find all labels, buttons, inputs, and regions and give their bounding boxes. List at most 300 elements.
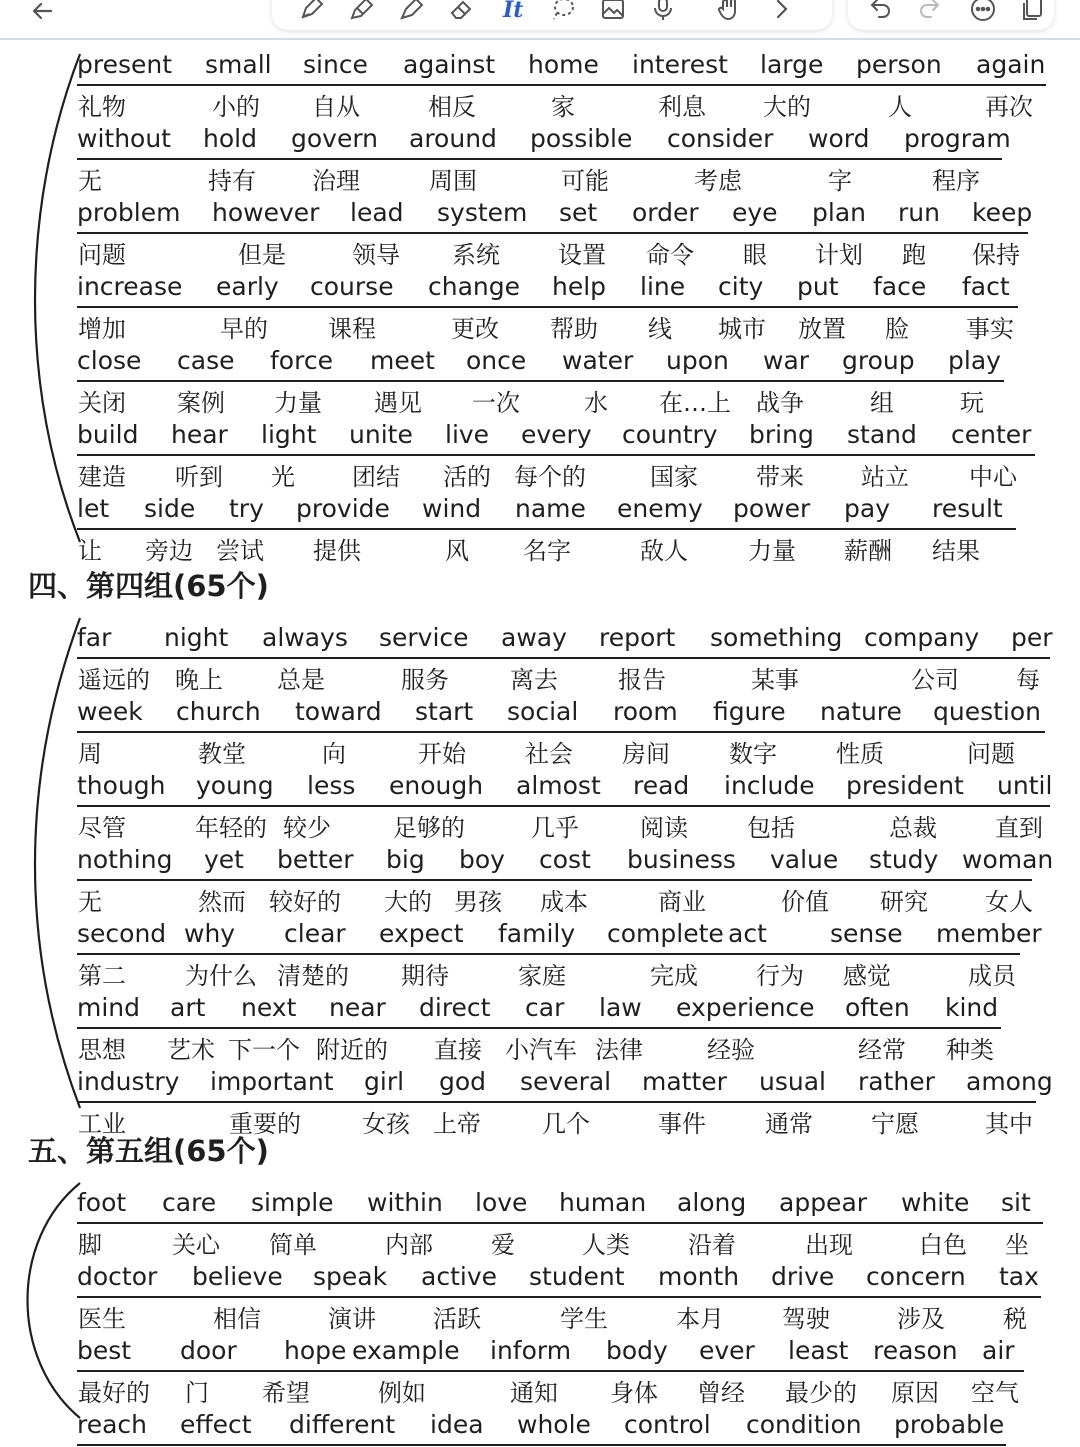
english-word: close xyxy=(77,346,142,375)
chinese-meaning: 领导 xyxy=(352,241,400,269)
english-word: doctor xyxy=(77,1262,158,1291)
chinese-meaning: 听到 xyxy=(175,463,223,491)
english-word: something xyxy=(710,623,843,652)
english-word: company xyxy=(864,623,980,652)
chinese-meaning-row xyxy=(0,1225,1080,1262)
english-word: young xyxy=(196,771,274,800)
english-word-row xyxy=(0,697,1080,734)
chinese-meaning: 站立 xyxy=(861,463,909,491)
chinese-meaning: 活的 xyxy=(443,463,491,491)
chinese-meaning: 性质 xyxy=(836,740,884,768)
chinese-meaning: 足够的 xyxy=(393,814,465,842)
english-word: plan xyxy=(812,198,866,227)
chinese-meaning: 工业 xyxy=(78,1110,126,1138)
chinese-meaning: 最少的 xyxy=(785,1379,857,1407)
chinese-meaning-row xyxy=(0,87,1080,124)
chinese-meaning: 结果 xyxy=(932,537,980,565)
chinese-meaning: 关心 xyxy=(172,1231,220,1259)
english-word-row xyxy=(0,1188,1080,1225)
english-word: month xyxy=(658,1262,740,1291)
chinese-meaning: 演讲 xyxy=(328,1305,376,1333)
chinese-meaning-row xyxy=(0,309,1080,346)
english-word-row xyxy=(0,346,1080,383)
chinese-meaning: 阅读 xyxy=(640,814,688,842)
english-word-row xyxy=(0,623,1080,660)
english-word: value xyxy=(770,845,839,874)
english-word: nature xyxy=(820,697,902,726)
english-word: center xyxy=(951,420,1032,449)
english-word: upon xyxy=(666,346,729,375)
english-word: play xyxy=(948,346,1001,375)
chinese-meaning: 薪酬 xyxy=(844,537,892,565)
english-word: since xyxy=(303,50,368,79)
english-word: wind xyxy=(422,494,482,523)
english-word: bring xyxy=(749,420,814,449)
chinese-meaning: 某事 xyxy=(751,666,799,694)
english-word-row xyxy=(0,993,1080,1030)
english-word: force xyxy=(270,346,333,375)
english-word: boy xyxy=(459,845,505,874)
english-word: least xyxy=(788,1336,849,1365)
english-word: social xyxy=(507,697,579,726)
chinese-meaning: 城市 xyxy=(718,315,766,343)
chinese-meaning: 周 xyxy=(78,740,102,768)
chinese-meaning: 报告 xyxy=(618,666,666,694)
chinese-meaning-row xyxy=(0,161,1080,198)
chinese-meaning: 光 xyxy=(271,463,295,491)
chinese-meaning: 社会 xyxy=(525,740,573,768)
row-underline xyxy=(77,158,1002,160)
english-word: though xyxy=(77,771,166,800)
chinese-meaning: 价值 xyxy=(781,888,829,916)
next-chevron-icon[interactable] xyxy=(764,0,798,24)
chinese-meaning: 字 xyxy=(828,167,852,195)
english-word: girl xyxy=(364,1067,405,1096)
row-underline xyxy=(77,528,1016,530)
chinese-meaning: 希望 xyxy=(262,1379,310,1407)
chinese-meaning: 遇见 xyxy=(374,389,422,417)
english-word-row xyxy=(0,1262,1080,1299)
english-word: build xyxy=(77,420,139,449)
chinese-meaning-row xyxy=(0,235,1080,272)
chinese-meaning: 其中 xyxy=(985,1110,1033,1138)
row-underline xyxy=(77,657,1050,659)
english-word: home xyxy=(528,50,599,79)
english-word: law xyxy=(599,993,642,1022)
english-word: however xyxy=(212,198,320,227)
english-word: experience xyxy=(676,993,815,1022)
english-word: hear xyxy=(171,420,228,449)
english-word: name xyxy=(515,494,586,523)
chinese-meaning: 活跃 xyxy=(433,1305,481,1333)
chinese-meaning: 脸 xyxy=(885,315,909,343)
chinese-meaning: 课程 xyxy=(328,315,376,343)
row-underline xyxy=(77,84,1046,86)
english-word: program xyxy=(904,124,1011,153)
english-word: run xyxy=(898,198,940,227)
english-word: case xyxy=(177,346,235,375)
chinese-meaning: 更改 xyxy=(451,315,499,343)
english-word: better xyxy=(277,845,354,874)
english-word: enemy xyxy=(617,494,703,523)
chinese-meaning: 总裁 xyxy=(889,814,937,842)
chinese-meaning: 提供 xyxy=(313,537,361,565)
hand-tool-icon[interactable] xyxy=(712,0,746,24)
chinese-meaning-row xyxy=(0,1373,1080,1410)
english-word: different xyxy=(289,1410,396,1439)
chinese-meaning: 清楚的 xyxy=(277,962,349,990)
english-word: large xyxy=(760,50,824,79)
english-word-row xyxy=(0,272,1080,309)
english-word: next xyxy=(241,993,297,1022)
english-word: reach xyxy=(77,1410,148,1439)
english-word: without xyxy=(77,124,171,153)
english-word: along xyxy=(677,1188,747,1217)
english-word: present xyxy=(77,50,173,79)
chinese-meaning: 数字 xyxy=(729,740,777,768)
english-word: best xyxy=(77,1336,132,1365)
english-word: less xyxy=(307,771,356,800)
english-word: big xyxy=(386,845,425,874)
chinese-meaning: 力量 xyxy=(748,537,796,565)
text-tool-icon[interactable] xyxy=(496,0,530,24)
chinese-meaning: 第二 xyxy=(78,962,126,990)
chinese-meaning: 开始 xyxy=(418,740,466,768)
chinese-meaning-row xyxy=(0,531,1080,568)
english-word: direct xyxy=(419,993,491,1022)
chinese-meaning: 女孩 xyxy=(362,1110,410,1138)
english-word: keep xyxy=(972,198,1033,227)
chinese-meaning: 事件 xyxy=(658,1110,706,1138)
chinese-meaning: 上帝 xyxy=(433,1110,481,1138)
undo-icon[interactable] xyxy=(862,0,896,24)
chinese-meaning: 空气 xyxy=(971,1379,1019,1407)
back-arrow-icon[interactable] xyxy=(26,0,60,26)
chinese-meaning-row xyxy=(0,660,1080,697)
chinese-meaning: 离去 xyxy=(510,666,558,694)
english-word: condition xyxy=(746,1410,862,1439)
english-word: per xyxy=(1011,623,1053,652)
english-word-row xyxy=(0,1336,1080,1373)
english-word: door xyxy=(180,1336,237,1365)
english-word: body xyxy=(606,1336,668,1365)
chinese-meaning: 事实 xyxy=(966,315,1014,343)
chinese-meaning: 国家 xyxy=(650,463,698,491)
english-word: report xyxy=(599,623,676,652)
chinese-meaning: 早的 xyxy=(220,315,268,343)
english-word: member xyxy=(936,919,1042,948)
english-word: include xyxy=(724,771,815,800)
english-word: example xyxy=(352,1336,460,1365)
chinese-meaning-row xyxy=(0,457,1080,494)
english-word: city xyxy=(718,272,764,301)
chinese-meaning: 可能 xyxy=(561,167,609,195)
english-word: study xyxy=(869,845,939,874)
chinese-meaning: 为什么 xyxy=(185,962,257,990)
english-word: possible xyxy=(530,124,633,153)
english-word: student xyxy=(529,1262,625,1291)
english-word: air xyxy=(982,1336,1015,1365)
svg-text:It: It xyxy=(503,0,524,23)
chinese-meaning: 设置 xyxy=(558,241,606,269)
english-word: question xyxy=(933,697,1042,726)
english-word: eye xyxy=(732,198,778,227)
english-word: light xyxy=(261,420,317,449)
english-word-row xyxy=(0,420,1080,457)
chinese-meaning: 爱 xyxy=(491,1231,515,1259)
chinese-meaning: 案例 xyxy=(177,389,225,417)
chinese-meaning: 包括 xyxy=(747,814,795,842)
chinese-meaning: 出现 xyxy=(805,1231,853,1259)
english-word: sit xyxy=(1001,1188,1031,1217)
marker-icon[interactable] xyxy=(394,0,428,24)
chinese-meaning-row xyxy=(0,383,1080,420)
chinese-meaning: 曾经 xyxy=(697,1379,745,1407)
chinese-meaning: 每个的 xyxy=(514,463,586,491)
chinese-meaning: 在…上 xyxy=(659,389,731,417)
chinese-meaning-row xyxy=(0,956,1080,993)
chinese-meaning: 较好的 xyxy=(269,888,341,916)
chinese-meaning: 旁边 xyxy=(145,537,193,565)
english-word: within xyxy=(367,1188,443,1217)
toolbar xyxy=(0,0,1080,40)
english-word: toward xyxy=(295,697,382,726)
english-word: concern xyxy=(866,1262,966,1291)
english-word: ever xyxy=(699,1336,755,1365)
english-word: second xyxy=(77,919,167,948)
chinese-meaning: 种类 xyxy=(946,1036,994,1064)
english-word: love xyxy=(475,1188,528,1217)
lasso-select-icon[interactable] xyxy=(546,0,580,24)
chinese-meaning: 经验 xyxy=(707,1036,755,1064)
english-word: care xyxy=(162,1188,217,1217)
group-heading: 四、第四组(65个) xyxy=(28,569,269,603)
chinese-meaning: 几乎 xyxy=(531,814,579,842)
chinese-meaning: 考虑 xyxy=(694,167,742,195)
row-underline xyxy=(77,953,1020,955)
english-word: side xyxy=(144,494,196,523)
chinese-meaning: 成员 xyxy=(968,962,1016,990)
more-options-icon[interactable] xyxy=(966,0,1000,24)
english-word: several xyxy=(520,1067,612,1096)
english-word: small xyxy=(205,50,272,79)
english-word: group xyxy=(842,346,915,375)
row-underline xyxy=(77,805,1050,807)
chinese-meaning: 脚 xyxy=(78,1231,102,1259)
english-word: govern xyxy=(291,124,379,153)
chinese-meaning: 增加 xyxy=(78,315,126,343)
chinese-meaning: 人类 xyxy=(582,1231,630,1259)
chinese-meaning: 内部 xyxy=(385,1231,433,1259)
image-insert-icon[interactable] xyxy=(596,0,630,24)
chinese-meaning: 风 xyxy=(445,537,469,565)
notebook-page[interactable] xyxy=(0,40,1080,1440)
redo-icon[interactable] xyxy=(914,0,948,24)
chinese-meaning: 例如 xyxy=(378,1379,426,1407)
chinese-meaning: 尝试 xyxy=(216,537,264,565)
english-word: until xyxy=(997,771,1053,800)
english-word: nothing xyxy=(77,845,173,874)
chinese-meaning: 服务 xyxy=(401,666,449,694)
english-word: every xyxy=(521,420,592,449)
english-word: let xyxy=(77,494,110,523)
chinese-meaning-row xyxy=(0,882,1080,919)
english-word: reason xyxy=(873,1336,958,1365)
chinese-meaning: 组 xyxy=(870,389,894,417)
english-word: business xyxy=(627,845,736,874)
chinese-meaning: 坐 xyxy=(1005,1231,1029,1259)
english-word: family xyxy=(498,919,576,948)
chinese-meaning: 总是 xyxy=(277,666,325,694)
chinese-meaning: 下一个 xyxy=(228,1036,300,1064)
chinese-meaning: 白色 xyxy=(919,1231,967,1259)
eraser-icon[interactable] xyxy=(444,0,478,24)
english-word: hold xyxy=(203,124,257,153)
chinese-meaning: 团结 xyxy=(352,463,400,491)
chinese-meaning: 简单 xyxy=(269,1231,317,1259)
chinese-meaning: 较少 xyxy=(283,814,331,842)
chinese-meaning: 学生 xyxy=(560,1305,608,1333)
chinese-meaning: 通常 xyxy=(765,1110,813,1138)
pages-icon[interactable] xyxy=(1016,0,1050,24)
chinese-meaning: 宁愿 xyxy=(871,1110,919,1138)
english-word: increase xyxy=(77,272,183,301)
english-word-row xyxy=(0,198,1080,235)
english-word: believe xyxy=(192,1262,283,1291)
english-word: kind xyxy=(945,993,999,1022)
chinese-meaning: 小的 xyxy=(212,93,260,121)
microphone-icon[interactable] xyxy=(646,0,680,24)
chinese-meaning: 家庭 xyxy=(518,962,566,990)
chinese-meaning: 关闭 xyxy=(78,389,126,417)
english-word: president xyxy=(846,771,964,800)
chinese-meaning: 放置 xyxy=(798,315,846,343)
english-word: water xyxy=(562,346,634,375)
english-word: active xyxy=(421,1262,497,1291)
english-word: usual xyxy=(759,1067,826,1096)
chinese-meaning: 重要的 xyxy=(229,1110,301,1138)
chinese-meaning: 系统 xyxy=(452,241,500,269)
chinese-meaning: 遥远的 xyxy=(78,666,150,694)
english-word: change xyxy=(428,272,521,301)
highlighter-pen-icon[interactable] xyxy=(344,0,378,24)
english-word: again xyxy=(976,50,1046,79)
row-underline xyxy=(77,1222,1043,1224)
english-word: god xyxy=(439,1067,487,1096)
chinese-meaning: 研究 xyxy=(880,888,928,916)
english-word: read xyxy=(633,771,690,800)
row-underline xyxy=(77,232,1028,234)
chinese-meaning: 驾驶 xyxy=(782,1305,830,1333)
english-word-row xyxy=(0,771,1080,808)
chinese-meaning: 线 xyxy=(648,315,672,343)
english-word: start xyxy=(415,697,474,726)
english-word: among xyxy=(966,1067,1053,1096)
chinese-meaning: 建造 xyxy=(78,463,126,491)
english-word: industry xyxy=(77,1067,180,1096)
english-word: expect xyxy=(379,919,464,948)
english-word: week xyxy=(77,697,143,726)
pen-icon[interactable] xyxy=(294,0,328,24)
english-word-row xyxy=(0,124,1080,161)
chinese-meaning: 尽管 xyxy=(78,814,126,842)
english-word: yet xyxy=(204,845,244,874)
english-word: enough xyxy=(389,771,484,800)
english-word: power xyxy=(733,494,811,523)
english-word: consider xyxy=(667,124,774,153)
english-word: put xyxy=(797,272,839,301)
chinese-meaning: 最好的 xyxy=(78,1379,150,1407)
row-underline xyxy=(77,454,1035,456)
english-word: figure xyxy=(713,697,786,726)
chinese-meaning: 期待 xyxy=(401,962,449,990)
chinese-meaning: 行为 xyxy=(756,962,804,990)
english-word: white xyxy=(901,1188,970,1217)
chinese-meaning: 敌人 xyxy=(640,537,688,565)
english-word: hope xyxy=(284,1336,347,1365)
chinese-meaning: 门 xyxy=(185,1379,209,1407)
chinese-meaning: 治理 xyxy=(312,167,360,195)
english-word: sense xyxy=(830,919,903,948)
english-word: woman xyxy=(962,845,1054,874)
chinese-meaning: 附近的 xyxy=(316,1036,388,1064)
english-word: near xyxy=(329,993,386,1022)
english-word: person xyxy=(856,50,942,79)
english-word: foot xyxy=(77,1188,127,1217)
english-word: almost xyxy=(516,771,601,800)
english-word: interest xyxy=(632,50,728,79)
english-word: rather xyxy=(858,1067,935,1096)
english-word: fact xyxy=(962,272,1010,301)
row-underline xyxy=(77,1027,1001,1029)
chinese-meaning: 家 xyxy=(551,93,575,121)
chinese-meaning: 相反 xyxy=(428,93,476,121)
chinese-meaning: 然而 xyxy=(198,888,246,916)
chinese-meaning: 战争 xyxy=(756,389,804,417)
english-word: inform xyxy=(490,1336,572,1365)
english-word: problem xyxy=(77,198,181,227)
chinese-meaning: 教堂 xyxy=(198,740,246,768)
english-word: provide xyxy=(296,494,390,523)
chinese-meaning: 程序 xyxy=(932,167,980,195)
english-word-row xyxy=(0,919,1080,956)
row-underline xyxy=(77,306,1018,308)
chinese-meaning: 问题 xyxy=(78,241,126,269)
row-underline xyxy=(77,1370,1024,1372)
english-word: live xyxy=(445,420,490,449)
chinese-meaning: 持有 xyxy=(208,167,256,195)
chinese-meaning: 涉及 xyxy=(897,1305,945,1333)
chinese-meaning: 成本 xyxy=(540,888,588,916)
chinese-meaning: 沿着 xyxy=(688,1231,736,1259)
english-word: whole xyxy=(517,1410,591,1439)
chinese-meaning: 晚上 xyxy=(175,666,223,694)
english-word: art xyxy=(170,993,206,1022)
english-word: pay xyxy=(844,494,890,523)
chinese-meaning: 向 xyxy=(322,740,346,768)
chinese-meaning: 跑 xyxy=(902,241,926,269)
chinese-meaning: 周围 xyxy=(429,167,477,195)
english-word: lead xyxy=(350,198,404,227)
english-word: mind xyxy=(77,993,141,1022)
chinese-meaning: 经常 xyxy=(858,1036,906,1064)
chinese-meaning: 完成 xyxy=(650,962,698,990)
english-word: unite xyxy=(349,420,413,449)
chinese-meaning: 礼物 xyxy=(78,93,126,121)
english-word: simple xyxy=(251,1188,334,1217)
row-underline xyxy=(77,380,1004,382)
chinese-meaning: 几个 xyxy=(542,1110,590,1138)
